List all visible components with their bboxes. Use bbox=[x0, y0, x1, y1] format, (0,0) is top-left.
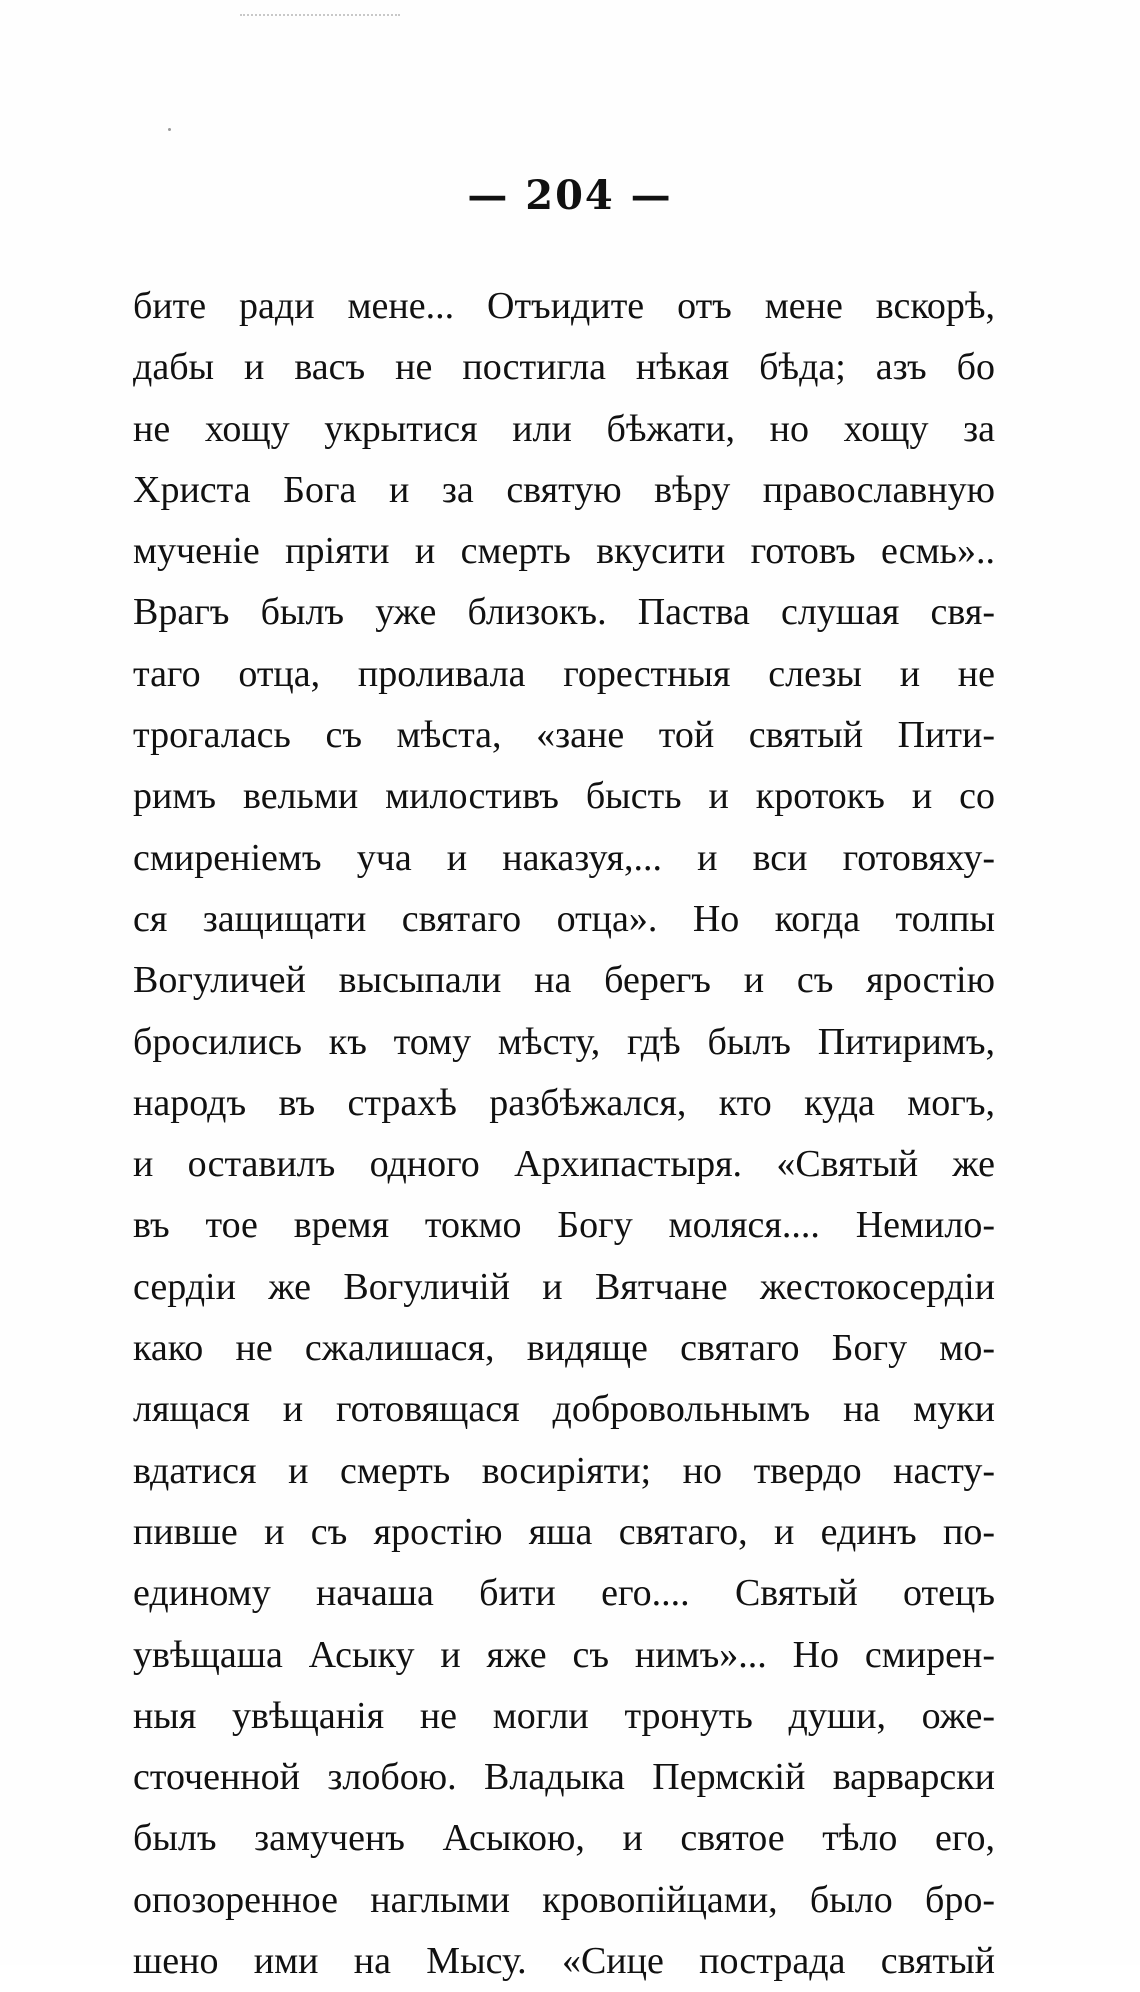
text-line: сточенной злобою. Владыка Пермскій варварски bbox=[133, 1756, 995, 1799]
text-line: народъ въ страхѣ разбѣжался, кто куда могъ, bbox=[133, 1081, 995, 1124]
body-text bbox=[133, 276, 995, 1992]
text-line: како не сжалишася, видяще святаго Богу мо- bbox=[133, 1327, 995, 1370]
text-line: въ тое время токмо Богу моляся.... Немило- bbox=[133, 1204, 995, 1247]
text-line: бите ради мене... Отъидите отъ мене вскорѣ, bbox=[133, 285, 995, 327]
text-line: былъ замученъ Асыкою, и святое тѣло его, bbox=[133, 1817, 995, 1860]
text-line: трогалась съ мѣста, «зане той святый Пити- bbox=[133, 714, 995, 757]
page-number: — 204 — bbox=[467, 172, 673, 219]
text-line: бросились къ тому мѣсту, гдѣ былъ Питиримъ, bbox=[133, 1020, 995, 1063]
text-line: ся защищати святаго отца». Но когда толпы bbox=[133, 897, 995, 940]
text-line: таго отца, проливала горестныя слезы и не bbox=[133, 652, 995, 695]
text-line: и оставилъ одного Архипастыря. «Святый же bbox=[133, 1143, 995, 1186]
text-line: смиреніемъ уча и наказуя,... и вси готовяху- bbox=[133, 836, 995, 879]
text-line: опозоренное наглыми кровопійцами, было бро- bbox=[133, 1878, 995, 1921]
text-line: вдатися и смерть восиріяти; но твердо насту- bbox=[133, 1449, 995, 1492]
text-line: мученіе пріяти и смерть вкусити готовъ есмь».. bbox=[133, 530, 995, 573]
text-line: Вогуличей высыпали на берегъ и съ яростію bbox=[133, 959, 995, 1002]
scan-dot bbox=[168, 128, 171, 131]
text-line: римъ вельми милостивъ бысть и кротокъ и со bbox=[133, 775, 995, 818]
text-line: увѣщаша Асыку и яже съ нимъ»... Но смирен- bbox=[133, 1633, 995, 1676]
text-line: сердіи же Вогуличій и Вятчане жестокосердіи bbox=[133, 1265, 995, 1308]
text-line: ныя увѣщанія не могли тронуть души, оже- bbox=[133, 1694, 995, 1737]
text-line: лящася и готовящася добровольнымъ на муки bbox=[133, 1388, 995, 1431]
text-line: Христа Бога и за святую вѣру православную bbox=[133, 468, 995, 511]
text-line: единому начаша бити его.... Святый отецъ bbox=[133, 1572, 995, 1615]
text-line: дабы и васъ не постигла нѣкая бѣда; азъ бо bbox=[133, 346, 995, 389]
text-line: шено ими на Мысу. «Сице пострада святый bbox=[133, 1940, 995, 1983]
text-line: не хощу укрытися или бѣжати, но хощу за bbox=[133, 407, 995, 450]
scan-specks bbox=[240, 14, 400, 20]
text-line: пивше и съ яростію яша святаго, и единъ по- bbox=[133, 1510, 995, 1553]
text-line: Врагъ былъ уже близокъ. Паства слушая свя- bbox=[133, 591, 995, 634]
